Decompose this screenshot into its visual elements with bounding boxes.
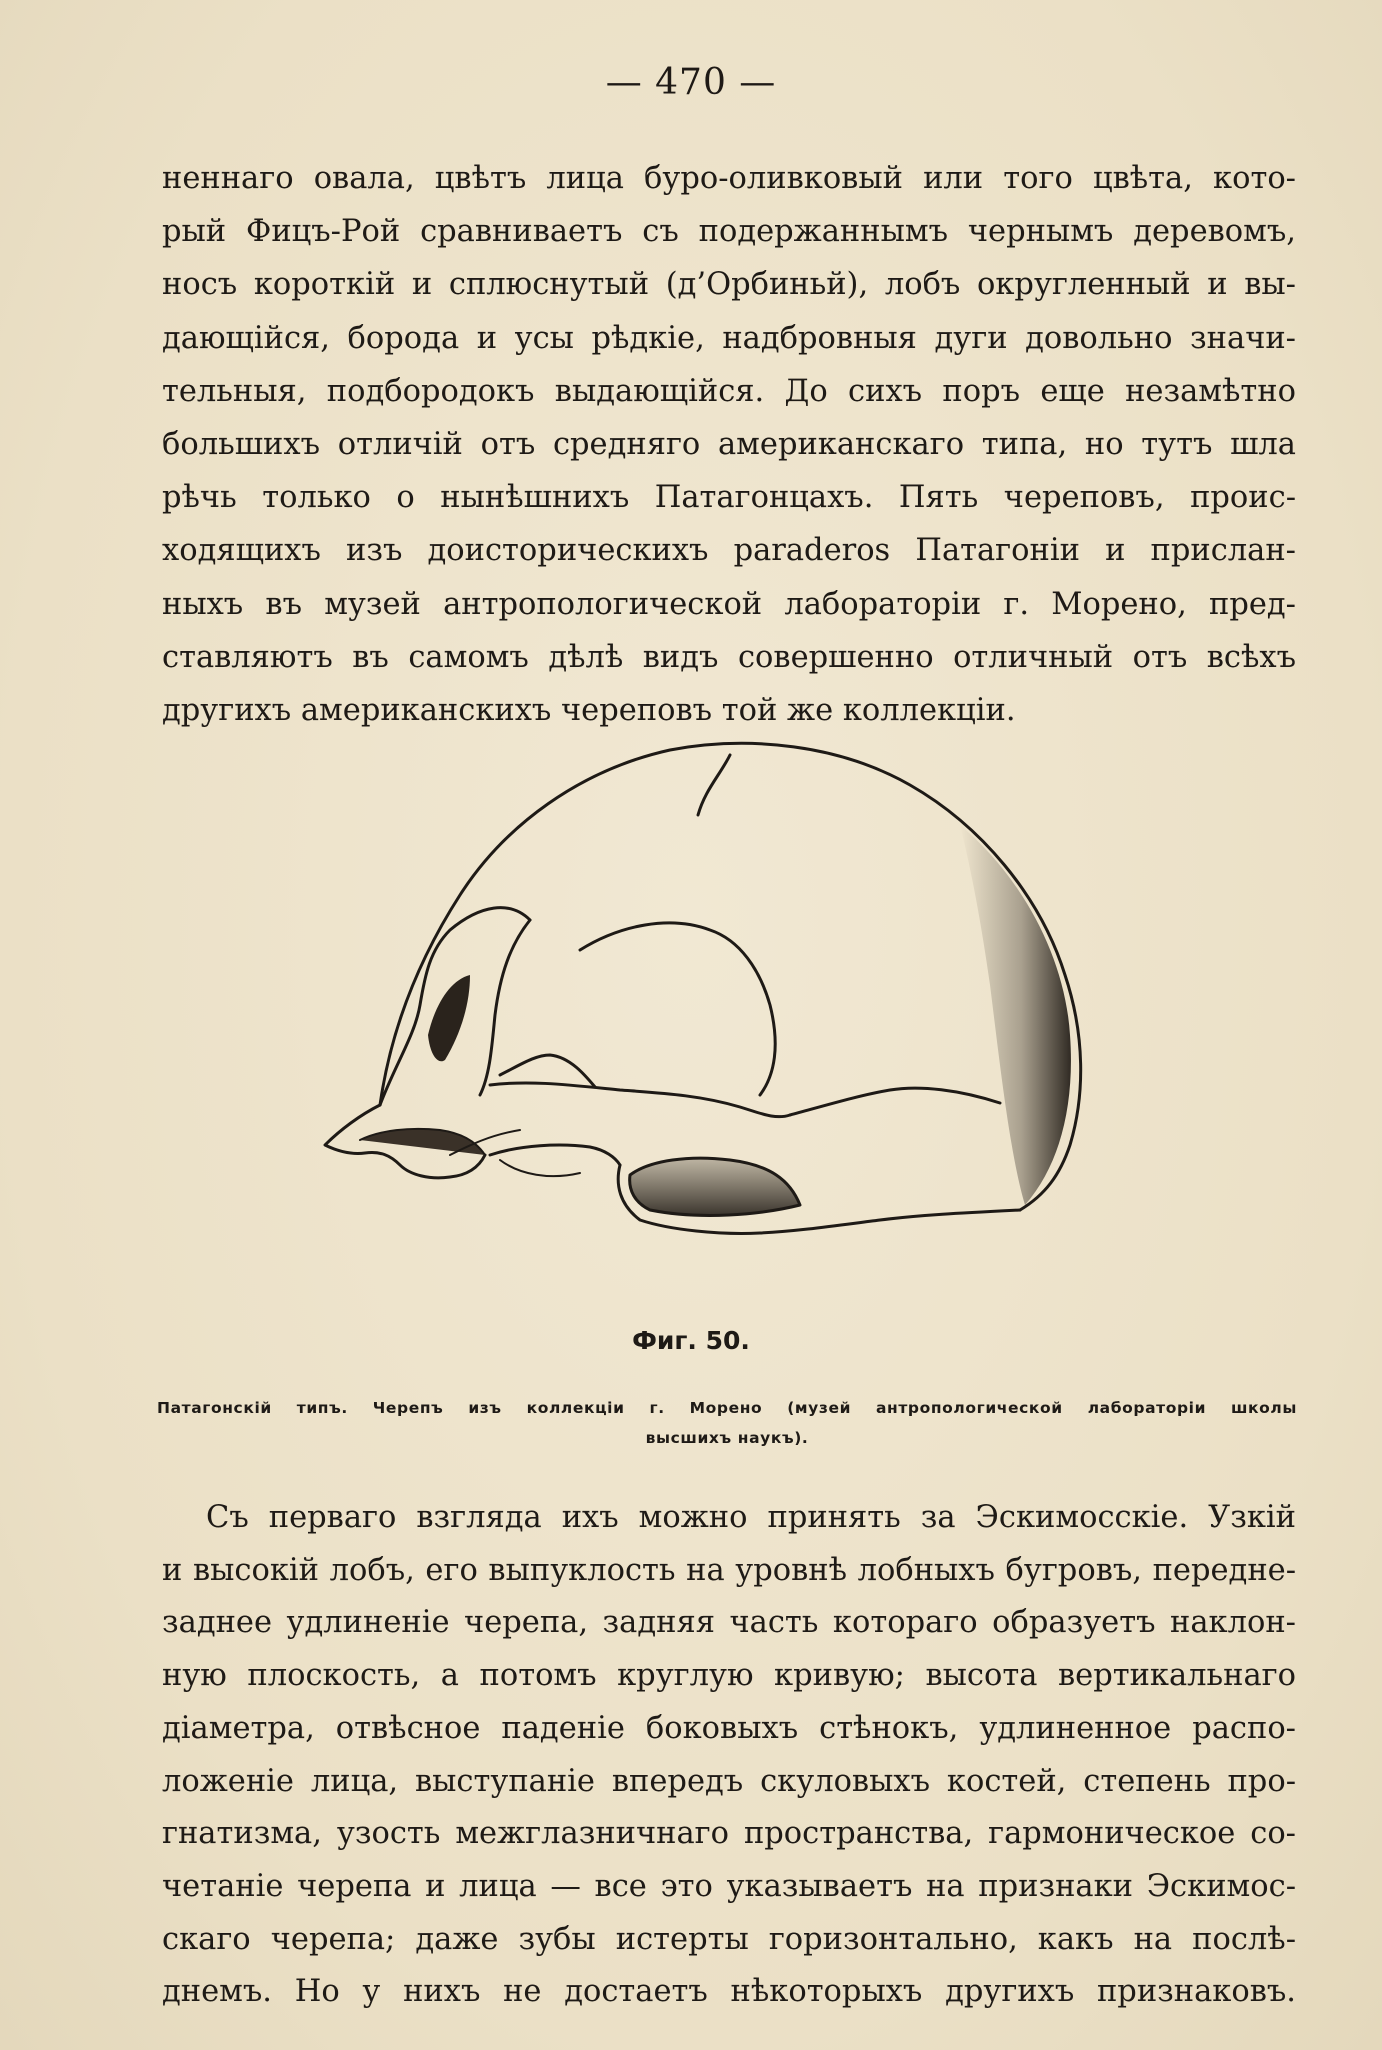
text-line: дающійся, борода и усы рѣдкіе, надбровныя дуги довольно значи- bbox=[162, 320, 1296, 356]
figure-label: Фиг. 50. bbox=[632, 1326, 750, 1355]
text-line: діаметра, отвѣсное паденіе боковыхъ стѣнокъ, удлиненное распо- bbox=[162, 1710, 1296, 1746]
text-line: гнатизма, узость межглазничнаго пространства, гармоническое со- bbox=[162, 1816, 1296, 1852]
text-line: четаніе черепа и лица — все это указываетъ на признаки Эскимос- bbox=[162, 1868, 1296, 1904]
text-line: заднее удлиненіе черепа, задняя часть котораго образуетъ наклон- bbox=[162, 1605, 1296, 1641]
text-line: неннаго овала, цвѣтъ лица буро-оливковый или того цвѣта, кото- bbox=[162, 161, 1296, 196]
text-line: скаго черепа; даже зубы истерты горизонтально, какъ на послѣ- bbox=[162, 1921, 1296, 1957]
text-line: ную плоскость, а потомъ круглую кривую; высота вертикальнаго bbox=[162, 1658, 1296, 1694]
caption-line: высшихъ наукъ). bbox=[645, 1429, 809, 1447]
text-line: ложеніе лица, выступаніе впередъ скуловыхъ костей, степень про- bbox=[162, 1763, 1296, 1799]
text-line: тельныя, подбородокъ выдающійся. До сихъ поръ еще незамѣтно bbox=[162, 373, 1296, 409]
text-line: днемъ. Но у нихъ не достаетъ нѣкоторыхъ другихъ признаковъ. bbox=[162, 1974, 1296, 2010]
text-line: Съ перваго взгляда ихъ можно принять за Эскимосскіе. Узкій bbox=[206, 1500, 1296, 1535]
skull-illustration bbox=[320, 735, 1100, 1295]
text-line: ходящихъ изъ доисторическихъ paraderos Патагоніи и прислан- bbox=[162, 533, 1296, 569]
caption-line: Патагонскій типъ. Черепъ изъ коллекціи г. Морено (музей антропологической лабораторіи школы bbox=[157, 1399, 1297, 1417]
text-line: и высокій лобъ, его выпуклость на уровнѣ лобныхъ бугровъ, передне- bbox=[162, 1552, 1296, 1588]
text-line: ныхъ въ музей антропологической лабораторіи г. Морено, пред- bbox=[162, 586, 1296, 622]
text-line: ставляютъ въ самомъ дѣлѣ видъ совершенно отличный отъ всѣхъ bbox=[162, 639, 1296, 675]
text-line: другихъ американскихъ череповъ той же коллекціи. bbox=[162, 693, 1016, 729]
paragraph-1 bbox=[162, 152, 1296, 737]
text-line: большихъ отличій отъ средняго американскаго типа, но тутъ шла bbox=[162, 427, 1296, 463]
figure-caption bbox=[157, 1393, 1297, 1453]
paragraph-2 bbox=[162, 1492, 1296, 2019]
text-line: рѣчь только о нынѣшнихъ Патагонцахъ. Пять череповъ, проис- bbox=[162, 480, 1296, 516]
page-number: — 470 — bbox=[605, 62, 777, 103]
text-line: рый Фицъ-Рой сравниваетъ съ подержаннымъ чернымъ деревомъ, bbox=[162, 214, 1296, 250]
text-line: носъ короткій и сплюснутый (д’Орбиньй), лобъ округленный и вы- bbox=[162, 267, 1296, 303]
